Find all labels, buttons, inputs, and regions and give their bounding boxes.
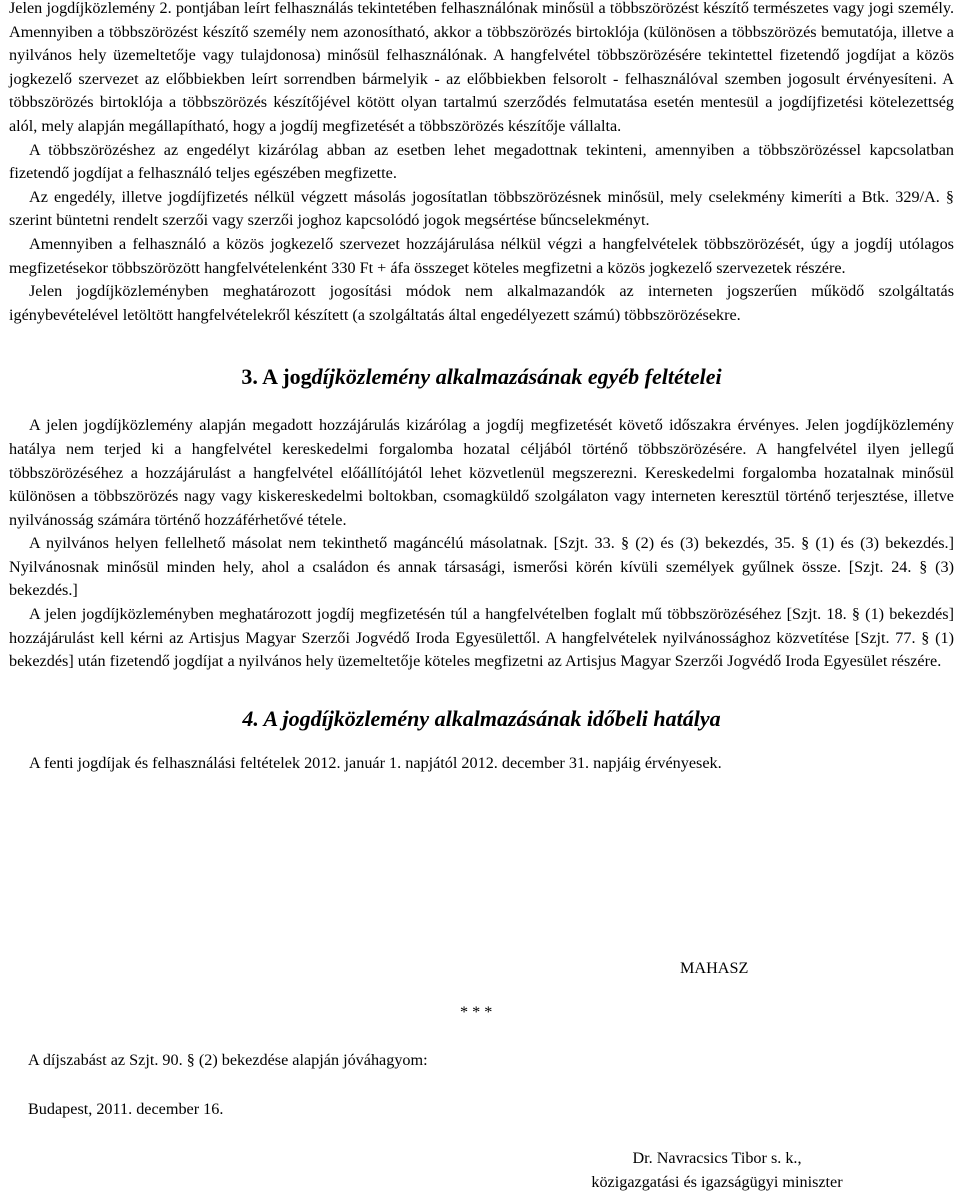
section-3-heading xyxy=(9,362,954,392)
paragraph-effective-dates: A fenti jogdíjak és felhasználási feltételek 2012. január 1. napjától 2012. december 31. napjáig érvényesek. xyxy=(29,753,722,772)
section-3-heading-number: 3. A jog xyxy=(241,364,312,390)
paragraph-validity-period: A jelen jogdíjközlemény alapján megadott hozzájárulás kizárólag a jogdíj megfizetését követő időszakra érvényes. Jelen jogdíjközlemény hatálya nem terjed ki a hangfelvétel kereskedelmi forgalomba hozatal céljából történő többszörözésére. A hangfelvétel ilyen jellegű többszörözéséhez a hozzájárulást a hangfelvétel előállítójától lehet közvetlenül megszerezni. Kereskedelmi forgalomba hozatalnak minősül különösen a többszörözés nagy vagy kiskereskedelmi boltokban, csomagküldő szolgálaton vagy interneten keresztül történő terjesztése, illetve nyilvánosság számára történő hozzáférhetővé tétele. xyxy=(9,416,954,529)
signer-organization: MAHASZ xyxy=(680,959,749,977)
paragraph-internet-exclusion: Jelen jogdíjközleményben meghatározott jogosítási módok nem alkalmazandók az interneten jogszerűen működő szolgáltatás igénybevételével letöltött hangfelvételekről készített (a szolgáltatás által engedélyezett számú) többszörözésekre. xyxy=(9,282,954,324)
separator-asterisks: * * * xyxy=(460,1003,493,1021)
paragraph-artisjus-consent: A jelen jogdíjközleményben meghatározott jogdíj megfizetésén túl a hangfelvételben foglalt mű többszörözéséhez [Szjt. 18. § (1) bekezdés] hozzájárulást kell kérni az Artisjus Magyar Szerzői Jogvédő Iroda Egyesülettől. A hangfelvételek nyilvánossághoz közvetítése [Szjt. 77. § (1) bekezdés] után fizetendő jogdíjat a nyilvános hely üzemeltetője köteles megfizetni az Artisjus Magyar Szerzői Jogvédő Iroda Egyesület részére. xyxy=(9,605,954,671)
signer-name: Dr. Navracsics Tibor s. k., xyxy=(632,1149,802,1167)
section-3-heading-title: díjközlemény alkalmazásának egyéb feltételei xyxy=(311,364,722,390)
paragraph-unlawful-copying: Az engedély, illetve jogdíjfizetés nélkül végzett másolás jogosítatlan többszörözésnek minősül, mely cselekmény kimeríti a Btk. 329/A. § szerint büntetni rendelt szerzői vagy szerzői joghoz kapcsolódó jogok megsértése bűncselekményt. xyxy=(9,187,954,230)
approval-statement: A díjszabást az Szjt. 90. § (2) bekezdése alapján jóváhagyom: xyxy=(28,1051,428,1069)
paragraph-permission-condition: A többszörözéshez az engedélyt kizárólag abban az esetben lehet megadottnak tekinteni, amennyiben a többszörözéssel kapcsolatban fizetendő jogdíjat a felhasználó teljes egészében megfizette. xyxy=(9,140,954,183)
document-page xyxy=(9,0,954,775)
signature-block xyxy=(552,1146,882,1194)
signer-title: közigazgatási és igazságügyi miniszter xyxy=(591,1173,843,1191)
paragraph-user-definition: Jelen jogdíjközlemény 2. pontjában leírt felhasználás tekintetében felhasználónak minősül a többszörözést készítő természetes vagy jogi személy. Amennyiben a többszörözést készítő személy nem azonosítható, akkor a többszörözés birtoklója (különösen a többszörözés bemutatója, illetve a nyilvános hely üzemeltetője vagy tulajdonosa) minősül felhasználónak. A hangfelvétel többszörözésére tekintettel fizetendő jogdíjat a közös jogkezelő szervezet az előbbiekben leírt sorrendben bármelyik - az előbbiekben felsorolt - felhasználóval szemben jogosult érvényesíteni. A többszörözés birtoklója a többszörözés készítőjével kötött olyan tartalmú szerződés felmutatása esetén mentesül a jogdíjfizetési kötelezettség alól, mely alapján megállapítható, hogy a jogdíj megfizetését a többszörözés készítője vállalta. xyxy=(9,0,954,135)
section-4-heading: 4. A jogdíjközlemény alkalmazásának időbeli hatálya xyxy=(242,705,721,731)
place-and-date: Budapest, 2011. december 16. xyxy=(28,1100,224,1118)
paragraph-retroactive-fee: Amennyiben a felhasználó a közös jogkezelő szervezet hozzájárulása nélkül végzi a hangfelvételek többszörözését, úgy a jogdíj utólagos megfizetésekor többszörözött hangfelvételenként 330 Ft + áfa összeget köteles megfizetni a közös jogkezelő szervezetek részére. xyxy=(9,234,954,277)
paragraph-public-copy: A nyilvános helyen fellelhető másolat nem tekinthető magáncélú másolatnak. [Szjt. 33. § (2) és (3) bekezdés, 35. § (1) és (3) bekezdés.] Nyilvánosnak minősül minden hely, ahol a családon és annak társasági, ismerősi körén kívüli személyek gyűlnek össze. [Szjt. 24. § (3) bekezdés.] xyxy=(9,534,954,600)
